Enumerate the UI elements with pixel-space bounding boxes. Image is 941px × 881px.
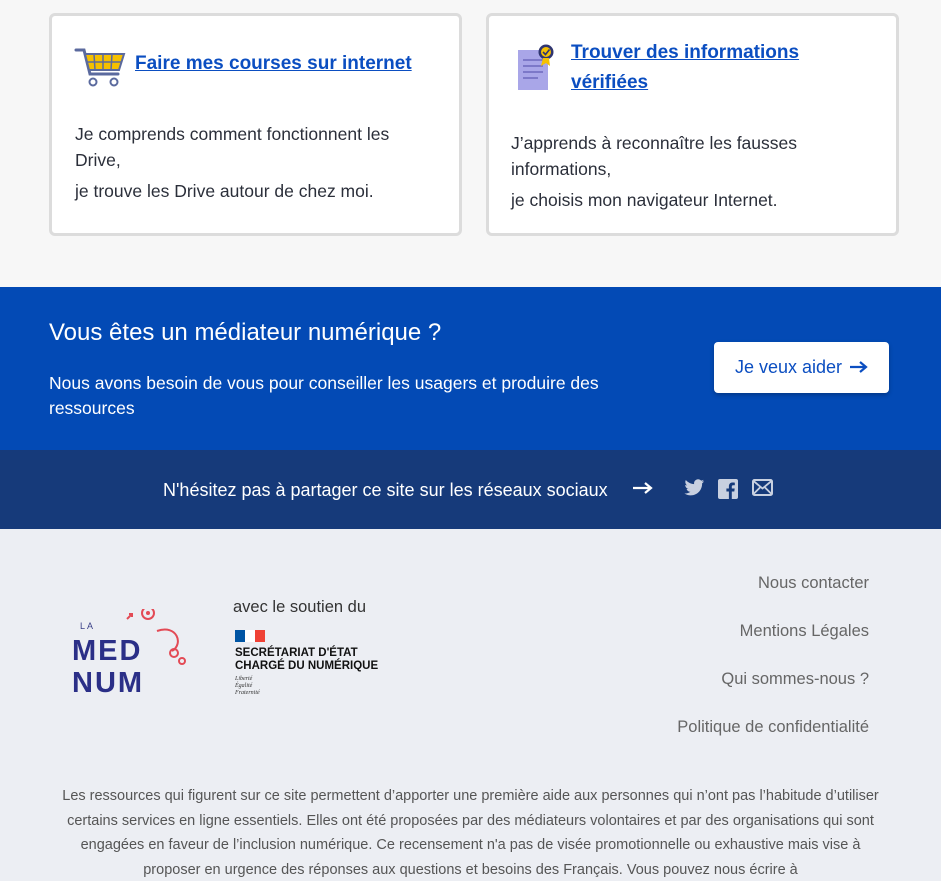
mediator-banner: [0, 287, 941, 450]
help-button[interactable]: [714, 342, 889, 393]
card-line: J’apprends à reconnaître les fausses informations,: [511, 133, 797, 179]
arrow-right-icon: [633, 481, 653, 500]
logo-top-text: MED: [72, 635, 143, 667]
card-title-line: vérifiées: [571, 72, 649, 93]
shopping-cart-icon: [74, 44, 126, 93]
gov-motto-2: Égalité: [235, 683, 253, 689]
card-title-informations[interactable]: [571, 38, 851, 98]
resource-card-courses[interactable]: [49, 13, 462, 236]
card-line: Je comprends comment fonctionnent les Drive,: [75, 124, 390, 170]
card-description: [75, 121, 435, 204]
la-mednum-logo[interactable]: [72, 609, 192, 700]
mediator-heading: Vous êtes un médiateur numérique ?: [49, 319, 442, 346]
twitter-icon[interactable]: [684, 479, 705, 502]
arrow-right-icon: [850, 357, 868, 378]
mail-icon[interactable]: [752, 479, 773, 501]
resource-card-informations[interactable]: [486, 13, 899, 236]
logo-small-text: LA: [80, 621, 96, 631]
footer-links: [677, 573, 869, 765]
support-text: avec le soutien du: [233, 598, 367, 616]
share-bar: [0, 450, 941, 529]
gov-line-2: CHARGÉ DU NUMÉRIQUE: [235, 660, 379, 672]
legal-text: Les ressources qui figurent sur ce site permettent d’apporter une première aide aux personnes qui n’ont pas l’habitude d’utiliser certains services en ligne essentiels. Elles ont été proposées par des médiateurs volontaires et par des organisations qui sont engagées en faveur de l’inclusion numérique. Ce recensement n'a pas de visée promotionnelle ou exhaustive mais vise à proposer en urgence des réponses aux questions et besoins des Français. Vous pouvez nous écrire à: [62, 788, 879, 878]
gov-line-1: SECRÉTARIAT D'ÉTAT: [235, 647, 358, 659]
site-footer: [0, 529, 941, 881]
footer-link-about[interactable]: Qui sommes-nous ?: [721, 670, 869, 688]
footer-link-privacy[interactable]: Politique de confidentialité: [677, 718, 869, 736]
help-button-label: Je veux aider: [734, 357, 843, 377]
facebook-icon[interactable]: [718, 479, 738, 504]
verified-document-icon: [516, 42, 558, 99]
resource-cards-section: [0, 0, 941, 287]
card-line: je choisis mon navigateur Internet.: [511, 190, 778, 210]
logo-bottom-text: NUM: [72, 667, 145, 695]
gov-logo[interactable]: [235, 630, 390, 705]
card-title-courses[interactable]: Faire mes courses sur internet: [135, 53, 412, 74]
share-text: N'hésitez pas à partager ce site sur les réseaux sociaux: [163, 480, 608, 500]
gov-motto-3: Fraternité: [235, 690, 260, 696]
card-line: je trouve les Drive autour de chez moi.: [75, 181, 374, 201]
footer-link-legal[interactable]: Mentions Légales: [739, 622, 869, 640]
mediator-text: Nous avons besoin de vous pour conseiller les usagers et produire des ressources: [49, 373, 599, 418]
gov-motto-1: Liberté: [235, 676, 253, 682]
card-title-line: Trouver des informations: [571, 42, 800, 63]
footer-link-contact[interactable]: Nous contacter: [758, 574, 869, 592]
card-description: [511, 130, 851, 213]
